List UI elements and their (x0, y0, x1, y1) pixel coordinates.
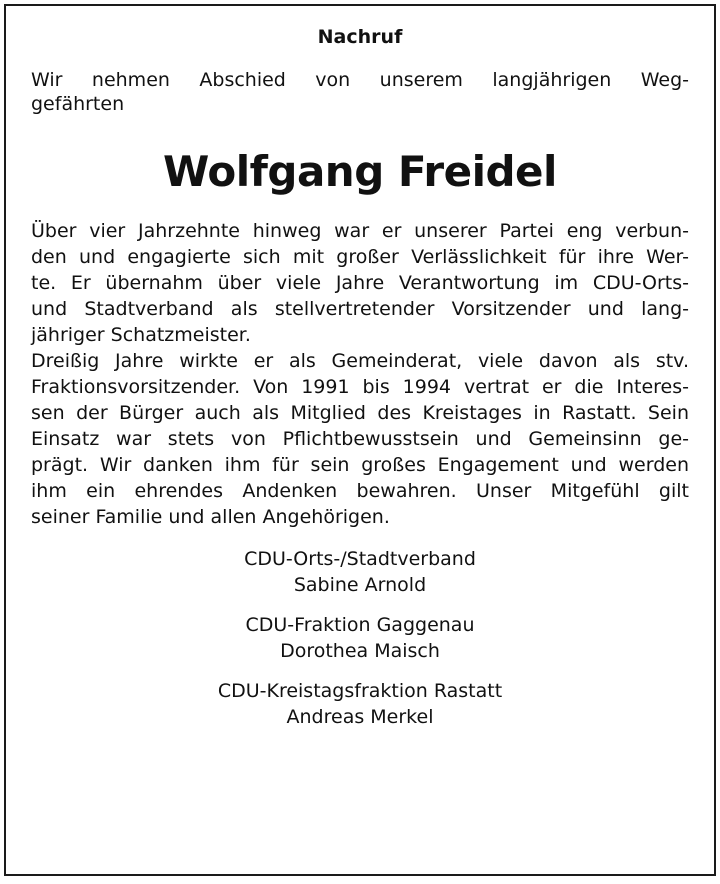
tribute-line: Einsatz war stets von Pflichtbewusstsein und Gemeinsinn ge- (31, 428, 689, 450)
signatory-person: Andreas Merkel (286, 706, 434, 728)
tribute-line: ihm ein ehrendes Andenken bewahren. Unser Mitgefühl gilt (31, 480, 689, 502)
signatories (31, 546, 689, 730)
tribute-line: den und engagierte sich mit großer Verlässlichkeit für ihre Wer- (31, 246, 689, 268)
tribute-line: prägt. Wir danken ihm für sein großes Engagement und werden (31, 454, 689, 476)
signatory-block (31, 678, 689, 730)
intro-line: Wir nehmen Abschied von unserem langjährigen Weg- (31, 69, 689, 91)
tribute-line: und Stadtverband als stellvertretender Vorsitzender und lang- (31, 298, 689, 320)
signatory-block (31, 546, 689, 598)
intro-line: gefährten (31, 93, 125, 115)
tribute-text (31, 218, 689, 530)
tribute-line: Über vier Jahrzehnte hinweg war er unserer Partei eng verbun- (31, 220, 689, 242)
obituary-notice (4, 4, 716, 876)
tribute-line: te. Er übernahm über viele Jahre Verantwortung im CDU-Orts- (31, 272, 689, 294)
tribute-line: Fraktionsvorsitzender. Von 1991 bis 1994 vertrat er die Interes- (31, 376, 689, 398)
signatory-organization: CDU-Kreistagsfraktion Rastatt (217, 680, 503, 702)
tribute-line: sen der Bürger auch als Mitglied des Kreistages in Rastatt. Sein (31, 402, 689, 424)
signatory-block (31, 612, 689, 664)
signatory-person: Dorothea Maisch (280, 640, 440, 662)
signatory-organization: CDU-Fraktion Gaggenau (245, 614, 475, 636)
signatory-organization: CDU-Orts-/Stadtverband (244, 548, 476, 570)
tribute-line: Dreißig Jahre wirkte er als Gemeinderat, viele davon als stv. (31, 350, 689, 372)
tribute-line: seiner Familie und allen Angehörigen. (31, 506, 390, 528)
tribute-line: jähriger Schatzmeister. (31, 324, 251, 346)
intro-text (31, 68, 689, 116)
deceased-name: Wolfgang Freidel (163, 147, 557, 196)
signatory-person: Sabine Arnold (293, 574, 427, 596)
notice-heading: Nachruf (317, 26, 403, 48)
